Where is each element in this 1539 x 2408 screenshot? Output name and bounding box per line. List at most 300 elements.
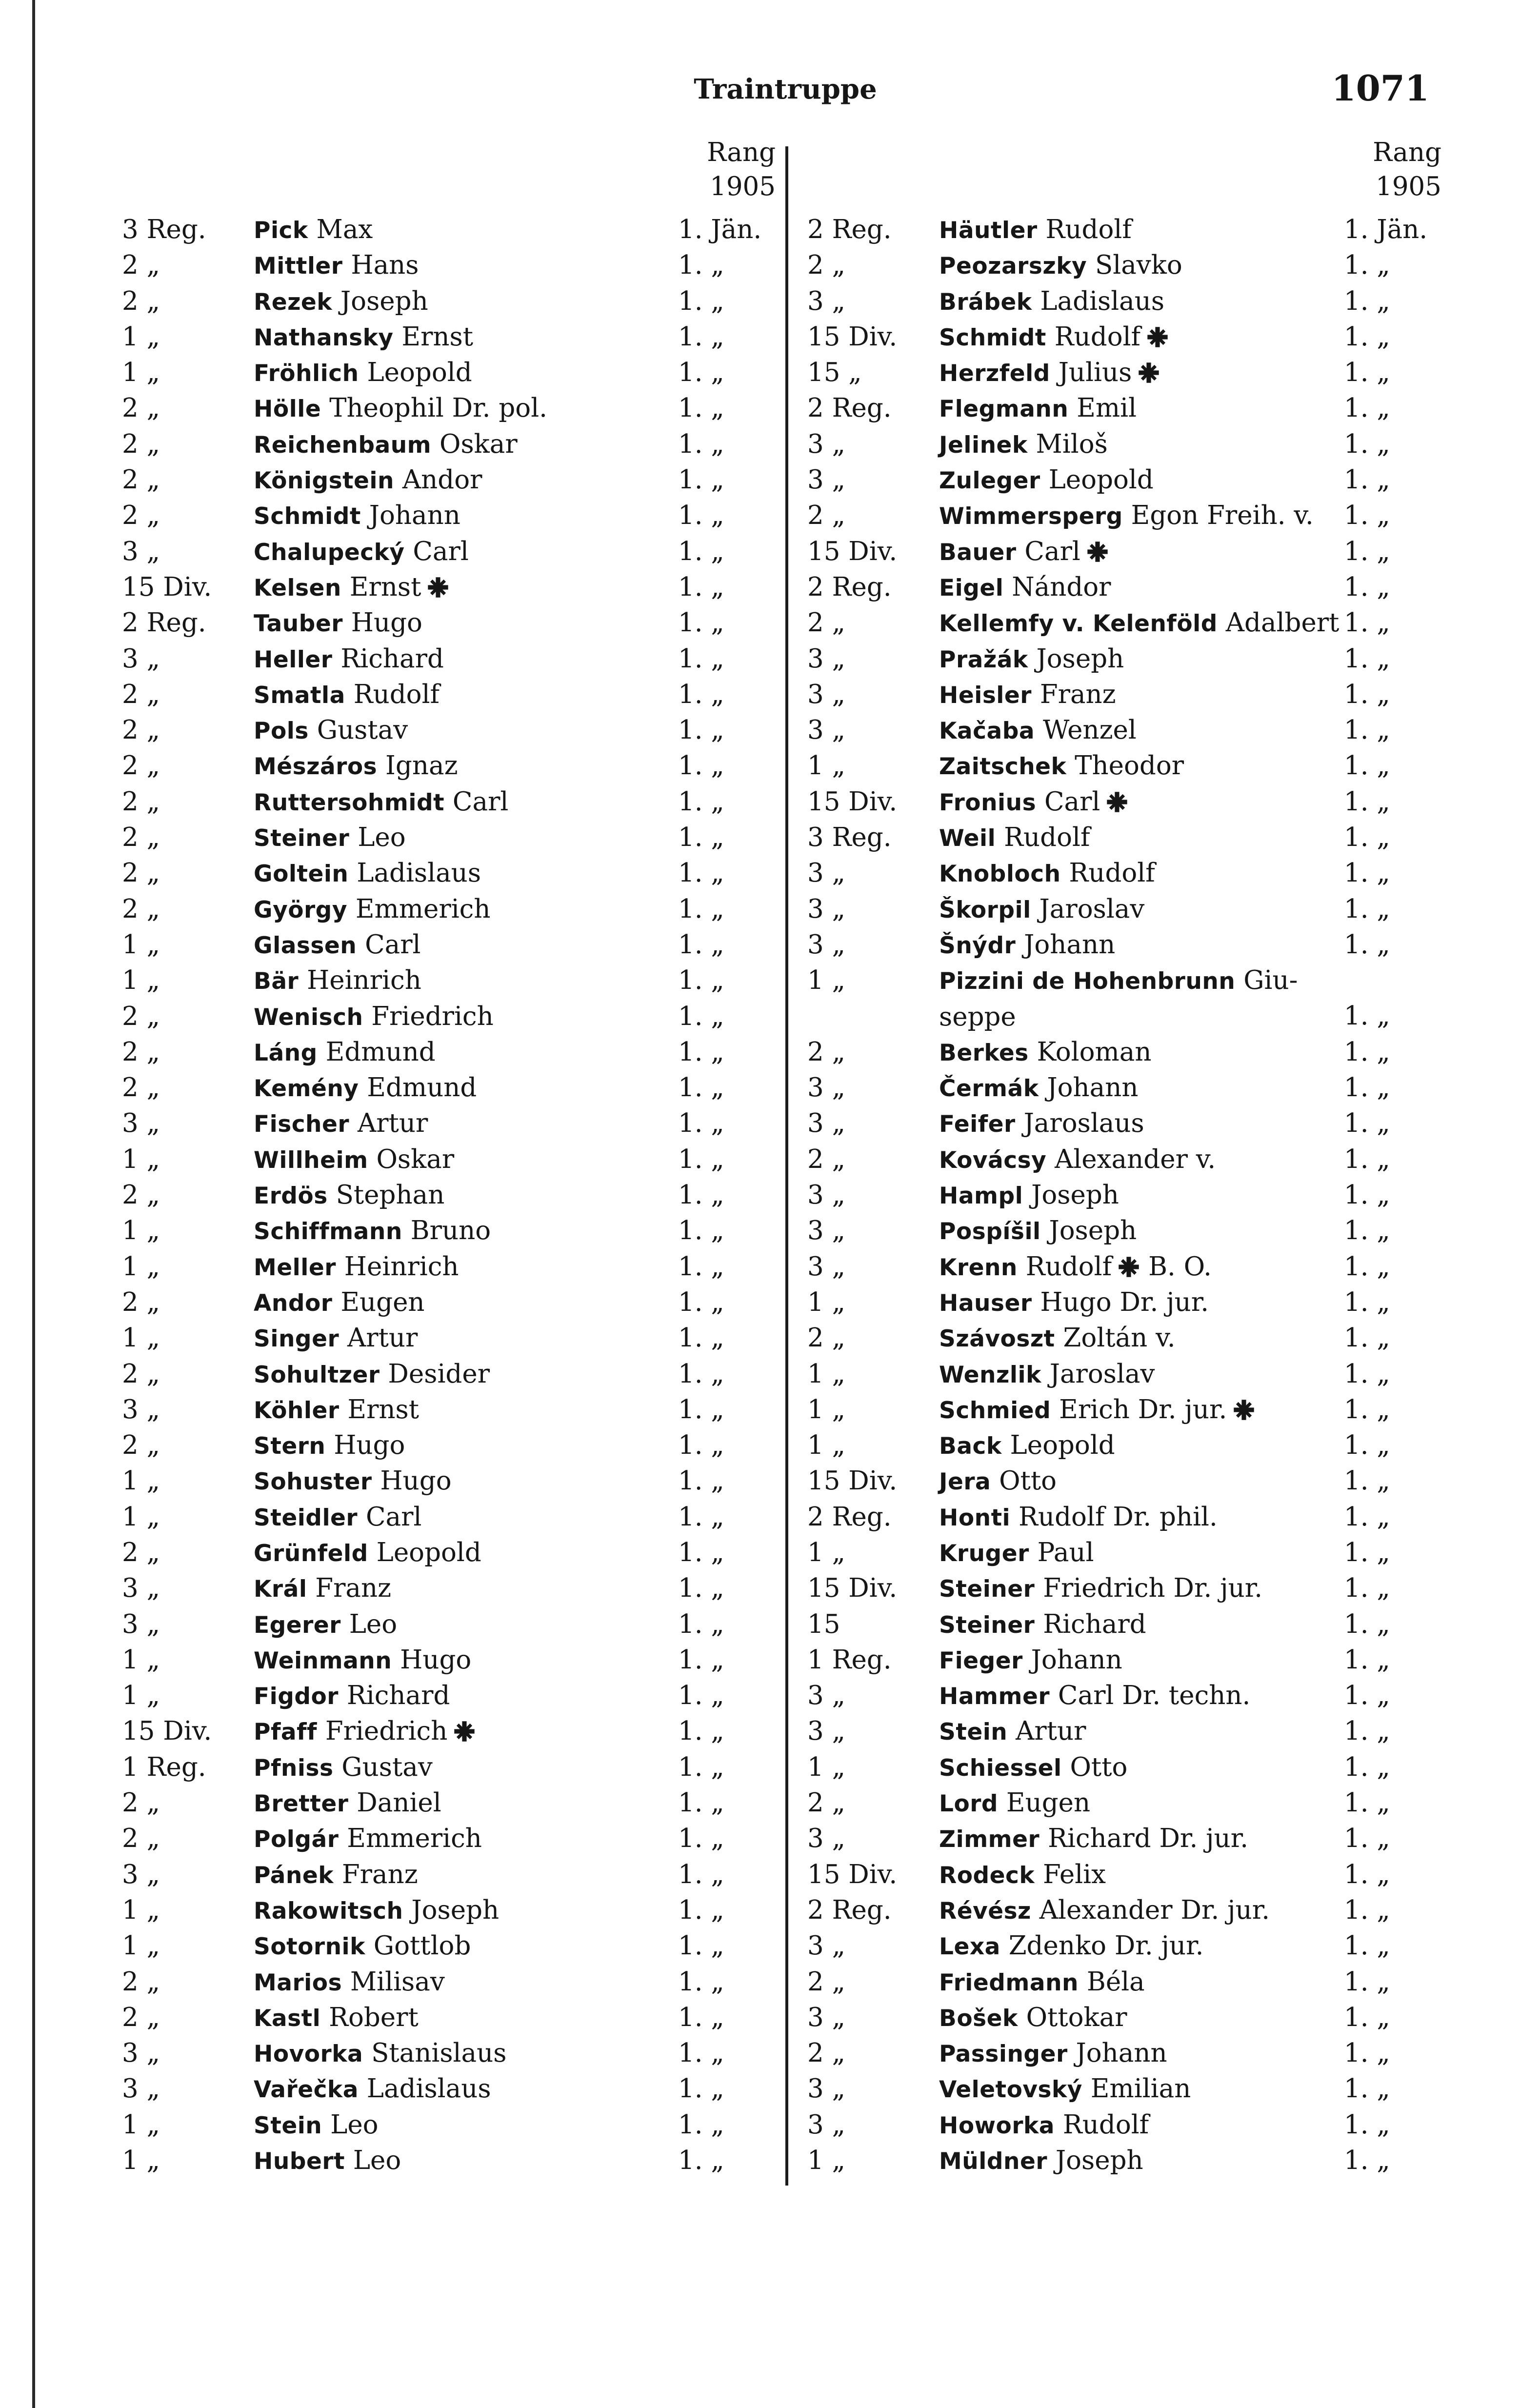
given-name: Ladislaus [357, 858, 481, 888]
given-name: Jaroslav [1039, 894, 1145, 924]
given-name: Otto [1070, 1752, 1128, 1782]
roster-row [122, 1320, 776, 1356]
roster-row [122, 247, 776, 283]
roster-row [807, 1499, 1441, 1535]
rank-date-cell: 1. „ [678, 1430, 724, 1461]
surname: Čermák [939, 1075, 1039, 1103]
rank-date-cell: 1. „ [1344, 679, 1390, 709]
given-name: Carl Dr. techn. [1058, 1681, 1251, 1711]
surname: Häutler [939, 217, 1038, 244]
unit-cell: 2 „ [122, 2002, 160, 2032]
roster-row [807, 534, 1441, 569]
unit-cell: 3 „ [122, 643, 160, 674]
roster-row [122, 712, 776, 748]
rank-date-cell: 1. „ [1344, 715, 1390, 745]
unit-cell: 2 „ [122, 858, 160, 888]
unit-cell: 15 Div. [807, 786, 898, 817]
name-cell [254, 1535, 481, 1571]
surname: Heisler [939, 682, 1032, 709]
rank-date-cell: 1. „ [1344, 1359, 1390, 1389]
name-cell [939, 712, 1137, 749]
given-name: Rudolf [1054, 321, 1141, 352]
name-cell [254, 1392, 419, 1428]
given-name: Ernst [347, 1394, 420, 1425]
given-name: Franz [1039, 679, 1116, 709]
rank-date-cell: 1. „ [678, 1788, 724, 1818]
roster-row [807, 283, 1441, 319]
surname: Eigel [939, 574, 1004, 602]
given-name: Miloš [1036, 429, 1108, 459]
roster-row [807, 1892, 1441, 1928]
given-name: Rudolf Dr. phil. [1019, 1502, 1218, 1532]
name-cell [939, 927, 1115, 963]
roster-row [807, 319, 1441, 355]
roster-row [807, 212, 1441, 247]
given-name: Heinrich [307, 965, 421, 996]
given-name: Leo [349, 1609, 398, 1639]
unit-cell: 3 „ [807, 643, 846, 674]
roster-row [122, 927, 776, 963]
surname: Chalupecký [254, 539, 405, 566]
roster-row [122, 1142, 776, 1177]
roster-row [122, 2143, 776, 2178]
rank-date-cell: 1. „ [1344, 1323, 1390, 1353]
name-cell [254, 1678, 450, 1714]
surname: Flegmann [939, 396, 1069, 423]
roster-row [122, 1105, 776, 1141]
surname: Mittler [254, 253, 343, 280]
given-name: Leo [353, 2146, 401, 2176]
name-cell [254, 2000, 419, 2036]
surname: Weil [939, 825, 996, 852]
unit-cell: 2 „ [122, 751, 160, 781]
given-name: Theophil Dr. pol. [329, 393, 547, 423]
surname: Šnýdr [939, 932, 1016, 959]
roster-row [122, 1249, 776, 1284]
unit-cell: 15 [807, 1609, 840, 1639]
surname: Kruger [939, 1540, 1029, 1567]
given-name: Richard [346, 1681, 450, 1711]
name-cell [254, 605, 422, 642]
roster-row [807, 677, 1441, 712]
roster-row [807, 462, 1441, 498]
roster-row [807, 784, 1441, 820]
roster-row [807, 963, 1441, 1034]
given-name: Johann [369, 501, 460, 531]
name-cell [939, 1392, 1255, 1428]
name-cell [939, 1356, 1155, 1393]
name-cell [254, 963, 421, 999]
unit-cell: 3 „ [122, 1573, 160, 1604]
rank-date-cell: 1. „ [1344, 572, 1390, 602]
given-name: Jaroslav [1049, 1359, 1155, 1389]
rank-date-cell: 1. „ [678, 1859, 724, 1889]
roster-row [807, 1034, 1441, 1070]
name-cell [939, 1642, 1122, 1679]
rank-date-cell: 1. „ [678, 1752, 724, 1782]
rank-date-cell: 1. „ [678, 1323, 724, 1353]
name-cell [939, 1463, 1057, 1500]
unit-cell: 2 Reg. [807, 215, 892, 244]
surname: Král [254, 1576, 307, 1603]
roster-row [807, 1606, 1441, 1642]
rang-label: Rang [1373, 138, 1441, 167]
given-name: Johann [1031, 1645, 1122, 1675]
cross-icon [453, 1720, 476, 1743]
given-name: Gustav [341, 1752, 433, 1782]
rank-date-cell: 1. Jän. [1344, 215, 1428, 244]
surname: György [254, 896, 347, 923]
right-roster-list [807, 212, 1441, 2178]
given-name: Hugo [380, 1466, 452, 1496]
roster-row [807, 1964, 1441, 2000]
roster-row [122, 1749, 776, 1785]
surname: Figdor [254, 1683, 339, 1710]
rank-date-cell: 1. „ [1344, 393, 1390, 423]
surname: Königstein [254, 467, 394, 495]
given-name: Bruno [410, 1216, 491, 1246]
unit-cell: 1 „ [122, 1216, 160, 1246]
roster-row [122, 1606, 776, 1642]
surname: Steidler [254, 1504, 358, 1531]
rank-date-cell: 1. „ [678, 1073, 724, 1103]
given-name: Felix [1042, 1859, 1106, 1889]
unit-cell: 1 „ [122, 1251, 160, 1282]
given-name: Stephan [336, 1180, 445, 1210]
roster-row [122, 1034, 776, 1070]
rank-date-cell: 1. „ [678, 1037, 724, 1067]
roster-row [807, 1142, 1441, 1177]
unit-cell: 2 „ [122, 501, 160, 531]
name-cell [254, 390, 547, 427]
surname: Fröhlich [254, 360, 359, 387]
roster-row [122, 498, 776, 533]
rank-date-cell: 1. „ [1344, 1895, 1390, 1925]
roster-row [807, 2107, 1441, 2143]
unit-cell: 1 „ [122, 1895, 160, 1925]
unit-cell: 2 „ [122, 429, 160, 459]
name-cell [254, 891, 491, 928]
unit-cell: 2 „ [122, 1824, 160, 1854]
unit-cell: 1 „ [807, 1287, 846, 1317]
name-cell [939, 963, 1298, 1035]
unit-cell: 2 „ [122, 786, 160, 817]
rank-date-cell: 1. „ [678, 1287, 724, 1317]
roster-row [122, 1213, 776, 1248]
unit-cell: 3 „ [807, 1681, 846, 1711]
unit-cell: 2 „ [122, 1180, 160, 1210]
unit-cell: 1 „ [807, 965, 846, 996]
name-cell [254, 1499, 421, 1536]
unit-cell: 3 „ [122, 1609, 160, 1639]
name-cell [939, 319, 1169, 356]
roster-row [807, 712, 1441, 748]
rank-date-cell: 1. „ [678, 501, 724, 531]
given-name: Zoltán v. [1063, 1323, 1176, 1353]
given-name: Zdenko Dr. jur. [1008, 1931, 1204, 1961]
surname: Fischer [254, 1111, 350, 1138]
unit-cell: 1 „ [807, 751, 846, 781]
name-cell [254, 1821, 482, 1857]
surname: Passinger [939, 2041, 1068, 2068]
given-name: Ernst [401, 321, 474, 352]
column-divider [785, 146, 788, 2186]
name-cell [939, 677, 1116, 713]
given-name: Jaroslaus [1023, 1108, 1144, 1139]
name-cell [939, 1213, 1137, 1249]
roster-row [122, 748, 776, 783]
name-cell [939, 1284, 1209, 1321]
given-name: Richard Dr. jur. [1048, 1824, 1249, 1854]
rank-date-cell: 1. „ [1344, 429, 1390, 459]
name-cell [939, 247, 1182, 284]
name-cell [254, 426, 518, 463]
surname: Erdös [254, 1183, 328, 1210]
roster-row [122, 1499, 776, 1535]
surname: Schiessel [939, 1754, 1062, 1782]
name-cell [254, 1070, 477, 1106]
surname: Glassen [254, 932, 357, 959]
rang-year: 1905 [1376, 172, 1441, 201]
unit-cell: 3 „ [807, 1216, 846, 1246]
unit-cell: 2 „ [122, 1001, 160, 1031]
name-cell [254, 1249, 459, 1285]
surname: Ruttersohmidt [254, 789, 445, 816]
surname: Wenzlik [939, 1361, 1041, 1388]
given-name: Leopold [1010, 1430, 1115, 1461]
unit-cell: 3 „ [807, 286, 846, 316]
unit-cell: 2 „ [122, 250, 160, 281]
unit-cell: 2 „ [122, 465, 160, 495]
unit-cell: 1 „ [122, 965, 160, 996]
roster-row [122, 2107, 776, 2143]
cross-icon [427, 576, 449, 599]
roster-row [122, 319, 776, 355]
name-cell [254, 1034, 436, 1071]
given-name: Joseph [340, 286, 428, 316]
rank-date-cell: 1. „ [678, 679, 724, 709]
surname: Škorpil [939, 896, 1031, 923]
rank-date-cell: 1. „ [1344, 1073, 1390, 1103]
name-cell [939, 1785, 1090, 1822]
given-name: Ladislaus [366, 2074, 491, 2104]
unit-cell: 2 Reg. [807, 572, 892, 602]
given-name: Johann [1076, 2038, 1167, 2068]
unit-cell: 2 „ [807, 2038, 846, 2068]
name-cell [254, 2035, 506, 2072]
surname: Back [939, 1433, 1002, 1460]
roster-row [122, 534, 776, 569]
name-cell [939, 498, 1314, 534]
given-name: Friedrich [325, 1716, 448, 1746]
given-name: Eugen [340, 1287, 425, 1317]
unit-cell: 2 „ [122, 393, 160, 423]
surname: Wimmersperg [939, 503, 1123, 530]
surname: Révész [939, 1897, 1031, 1925]
roster-row [122, 1284, 776, 1320]
rank-date-cell: 1. „ [678, 786, 724, 817]
given-name: Wenzel [1042, 715, 1137, 745]
rank-date-cell: 1. „ [678, 1180, 724, 1210]
given-name: Rudolf [1045, 215, 1132, 244]
given-name: Theodor [1075, 751, 1184, 781]
page-number: 1071 [1331, 67, 1429, 109]
surname: Schmidt [939, 324, 1046, 351]
roster-row [122, 963, 776, 998]
surname: Schmied [939, 1397, 1051, 1424]
roster-row [122, 2035, 776, 2071]
given-name: Emmerich [347, 1824, 482, 1854]
name-cell [939, 1249, 1212, 1285]
roster-row [807, 1535, 1441, 1570]
given-name: Franz [341, 1859, 418, 1889]
unit-cell: 2 „ [122, 1359, 160, 1389]
roster-row [122, 999, 776, 1034]
rank-date-cell: 1. „ [1344, 358, 1390, 388]
name-cell [254, 1284, 425, 1321]
name-cell [939, 1142, 1216, 1178]
surname: Pospíšil [939, 1218, 1041, 1245]
name-cell [254, 999, 494, 1035]
surname: Howorka [939, 2112, 1055, 2139]
roster-row [807, 1177, 1441, 1213]
surname: Jera [939, 1468, 991, 1496]
rank-date-cell: 1. „ [678, 465, 724, 495]
given-name: Oskar [440, 429, 518, 459]
name-cell [939, 355, 1160, 391]
rank-date-cell: 1. „ [1344, 608, 1390, 638]
rank-date-cell: 1. „ [1344, 536, 1390, 566]
unit-cell: 3 „ [807, 2109, 846, 2140]
rank-date-cell: 1. „ [678, 250, 724, 281]
unit-cell: 2 „ [122, 1287, 160, 1317]
name-cell [939, 748, 1184, 784]
given-name: Nándor [1012, 572, 1111, 602]
surname: Kastl [254, 2005, 321, 2032]
unit-cell: 3 „ [122, 2038, 160, 2068]
unit-cell: 2 „ [122, 715, 160, 745]
name-cell [254, 1320, 418, 1357]
roster-row [122, 1570, 776, 1606]
name-cell [939, 569, 1111, 606]
name-cell [254, 677, 440, 713]
unit-cell: 3 „ [807, 429, 846, 459]
name-cell [939, 1070, 1139, 1106]
rank-date-cell: 1. „ [678, 965, 724, 996]
rank-date-cell: 1. „ [1344, 2038, 1390, 2068]
name-cell [254, 1570, 391, 1607]
rank-date-cell: 1. „ [1344, 1824, 1390, 1854]
surname: Fieger [939, 1647, 1023, 1674]
cross-icon [1138, 361, 1160, 384]
rank-date-cell: 1. „ [1344, 250, 1390, 281]
given-name: Leopold [367, 358, 472, 388]
given-name: Rudolf [1062, 2109, 1149, 2140]
roster-row [122, 1678, 776, 1713]
name-cell [939, 1892, 1270, 1929]
name-cell [254, 1642, 471, 1679]
name-cell [939, 784, 1128, 821]
rank-date-cell: 1. „ [678, 393, 724, 423]
name-cell [254, 855, 481, 892]
roster-row [807, 1463, 1441, 1499]
surname: Smatla [254, 682, 345, 709]
rank-date-cell: 1. „ [1344, 1216, 1390, 1246]
name-cell [939, 1964, 1145, 2001]
name-cell [939, 641, 1124, 678]
surname: Bär [254, 968, 299, 995]
rank-date-cell: 1. „ [678, 823, 724, 853]
rank-date-cell: 1. „ [678, 1001, 724, 1031]
roster-row [122, 1821, 776, 1856]
name-cell [939, 855, 1155, 892]
rank-date-cell: 1. „ [678, 1824, 724, 1854]
roster-row [807, 1678, 1441, 1713]
roster-row [807, 569, 1441, 605]
given-name: Emil [1077, 393, 1137, 423]
unit-cell: 1 „ [122, 2146, 160, 2176]
name-cell [254, 641, 444, 678]
surname: Köhler [254, 1397, 340, 1424]
roster-row [807, 927, 1441, 963]
roster-row [122, 1427, 776, 1463]
rank-date-cell: 1. „ [678, 929, 724, 960]
rank-date-cell: 1. „ [678, 2038, 724, 2068]
roster-row [807, 2035, 1441, 2071]
name-cell [254, 1427, 405, 1464]
name-cell [254, 2071, 491, 2107]
given-name: Koloman [1037, 1037, 1152, 1067]
rank-date-cell: 1. „ [678, 2109, 724, 2140]
given-name: Heinrich [344, 1251, 459, 1282]
surname: Zuleger [939, 467, 1040, 495]
rank-date-cell: 1. „ [1344, 643, 1390, 674]
rank-date-cell: 1. „ [678, 1216, 724, 1246]
name-cell [939, 1320, 1176, 1357]
roster-row [122, 212, 776, 247]
rank-date-cell: 1. „ [1344, 858, 1390, 888]
unit-cell: 3 „ [807, 1931, 846, 1961]
roster-row [122, 677, 776, 712]
given-name: Gustav [317, 715, 408, 745]
given-name: Rudolf [1069, 858, 1155, 888]
unit-cell: 3 „ [807, 858, 846, 888]
name-suffix: B. O. [1148, 1251, 1212, 1282]
given-name: Hugo Dr. jur. [1040, 1287, 1209, 1317]
unit-cell: 15 Div. [807, 536, 898, 566]
surname: Bretter [254, 1790, 349, 1818]
name-cell [939, 891, 1144, 928]
roster-row [122, 784, 776, 820]
name-cell [939, 212, 1132, 248]
roster-row [122, 426, 776, 462]
unit-cell: 3 „ [807, 2074, 846, 2104]
name-cell [939, 1857, 1106, 1893]
unit-cell: 3 „ [807, 1108, 846, 1139]
surname: Rezek [254, 288, 333, 316]
roster-row [122, 1070, 776, 1105]
given-name: Carl [413, 536, 469, 566]
surname: Zaitschek [939, 753, 1067, 781]
given-name: Ignaz [385, 751, 458, 781]
unit-cell: 15 Div. [807, 1466, 898, 1496]
surname: Friedmann [939, 1969, 1079, 1996]
cross-icon [1086, 541, 1109, 563]
roster-row [807, 355, 1441, 390]
rank-date-cell: 1. „ [678, 1108, 724, 1139]
name-cell [939, 1678, 1250, 1714]
surname: Berkes [939, 1039, 1029, 1066]
